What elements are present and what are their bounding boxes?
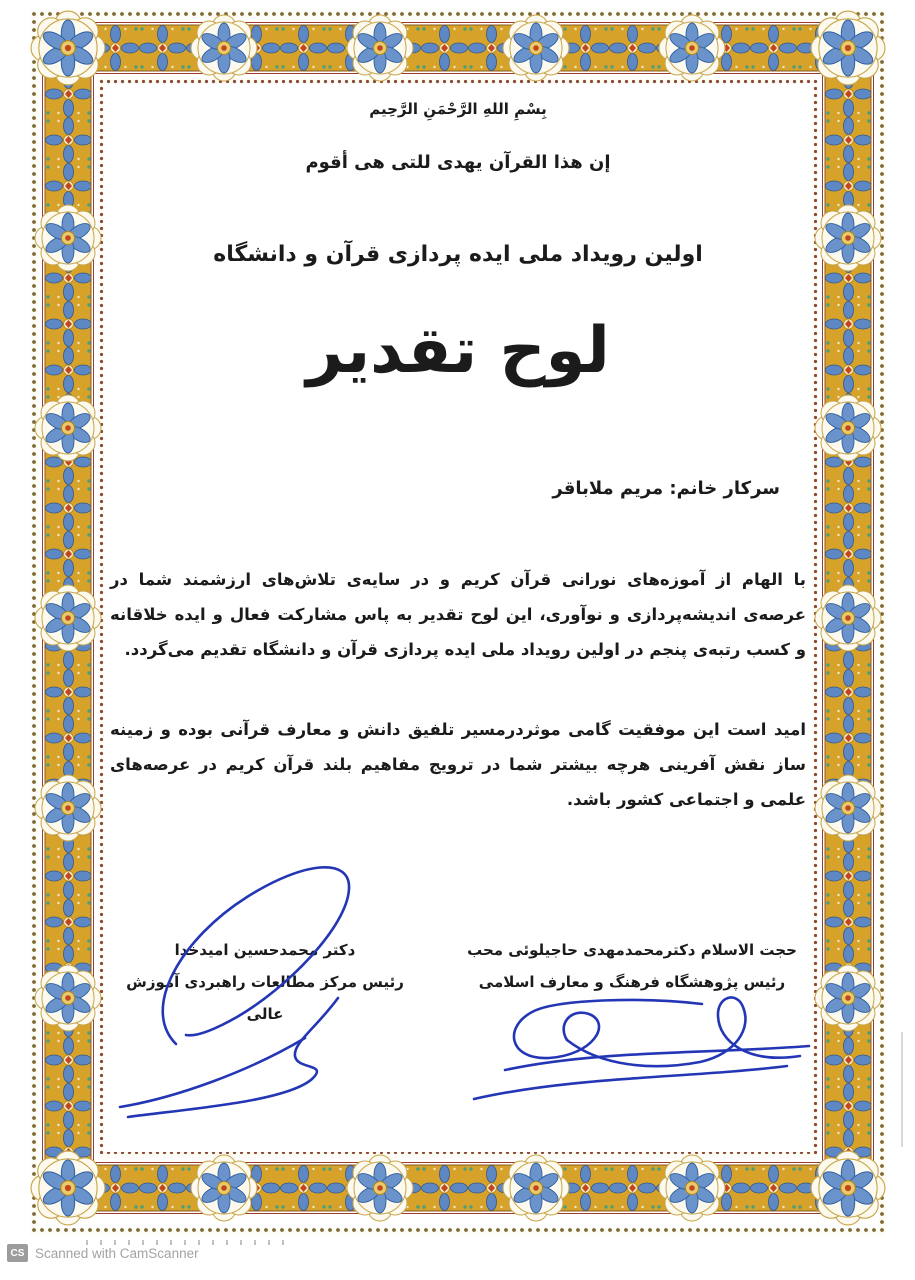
signatory-left-title: رئیس مرکز مطالعات راهبردی آموزش عالی [126, 973, 404, 1023]
scan-edge-artifact [901, 1032, 903, 1147]
certificate-title: لوح تقدیر [306, 314, 610, 388]
signatory-left-block [114, 934, 416, 1030]
signatory-right-block [458, 934, 806, 998]
body-paragraph-1: با الهام از آموزه‌های نورانی قرآن کریم و در سایه‌ی تلاش‌های ارزشمند شما در عرصه‌ی اندیشه‌پردازی و نوآوری، این لوح تقدیر به پاس مشارکت فعال و ایده خلاقانه و کسب رتبه‌ی پنجم در اولین رویداد ملی ایده پردازی قرآن و دانشگاه تقدیم می‌گردد. [110, 570, 806, 659]
event-title: اولین رویداد ملی ایده پردازی قرآن و دانشگاه [213, 242, 703, 267]
recipient-name: سرکار خانم: مریم ملاباقر [552, 478, 780, 499]
camscanner-watermark [7, 1244, 199, 1262]
bismillah-text: بِسْمِ اللهِ الرَّحْمَنِ الرَّحِیم [369, 100, 547, 118]
signatory-left-name: دکتر محمدحسین امیدخدا [174, 941, 356, 959]
certificate-content [106, 86, 810, 1160]
body-paragraph-2: امید است این موفقیت گامی موثردرمسیر تلفیق دانش و معارف قرآنی بوده و زمینه ساز نقش آفرینی هرچه بیشتر شما در ترویج مفاهیم بلند قرآن کریم در عرصه‌های علمی و اجتماعی کشور باشد. [110, 720, 806, 809]
watermark-text: Scanned with CamScanner [35, 1245, 199, 1261]
camscanner-logo-icon: CS [7, 1244, 28, 1262]
quran-verse: إن هذا القرآن یهدی للتی هی أقوم [305, 152, 611, 173]
signatory-right-title: رئیس پژوهشگاه فرهنگ و معارف اسلامی [478, 973, 786, 991]
signatory-right-name: حجت الاسلام دکترمحمدمهدی حاجیلوئی محب [467, 941, 797, 959]
